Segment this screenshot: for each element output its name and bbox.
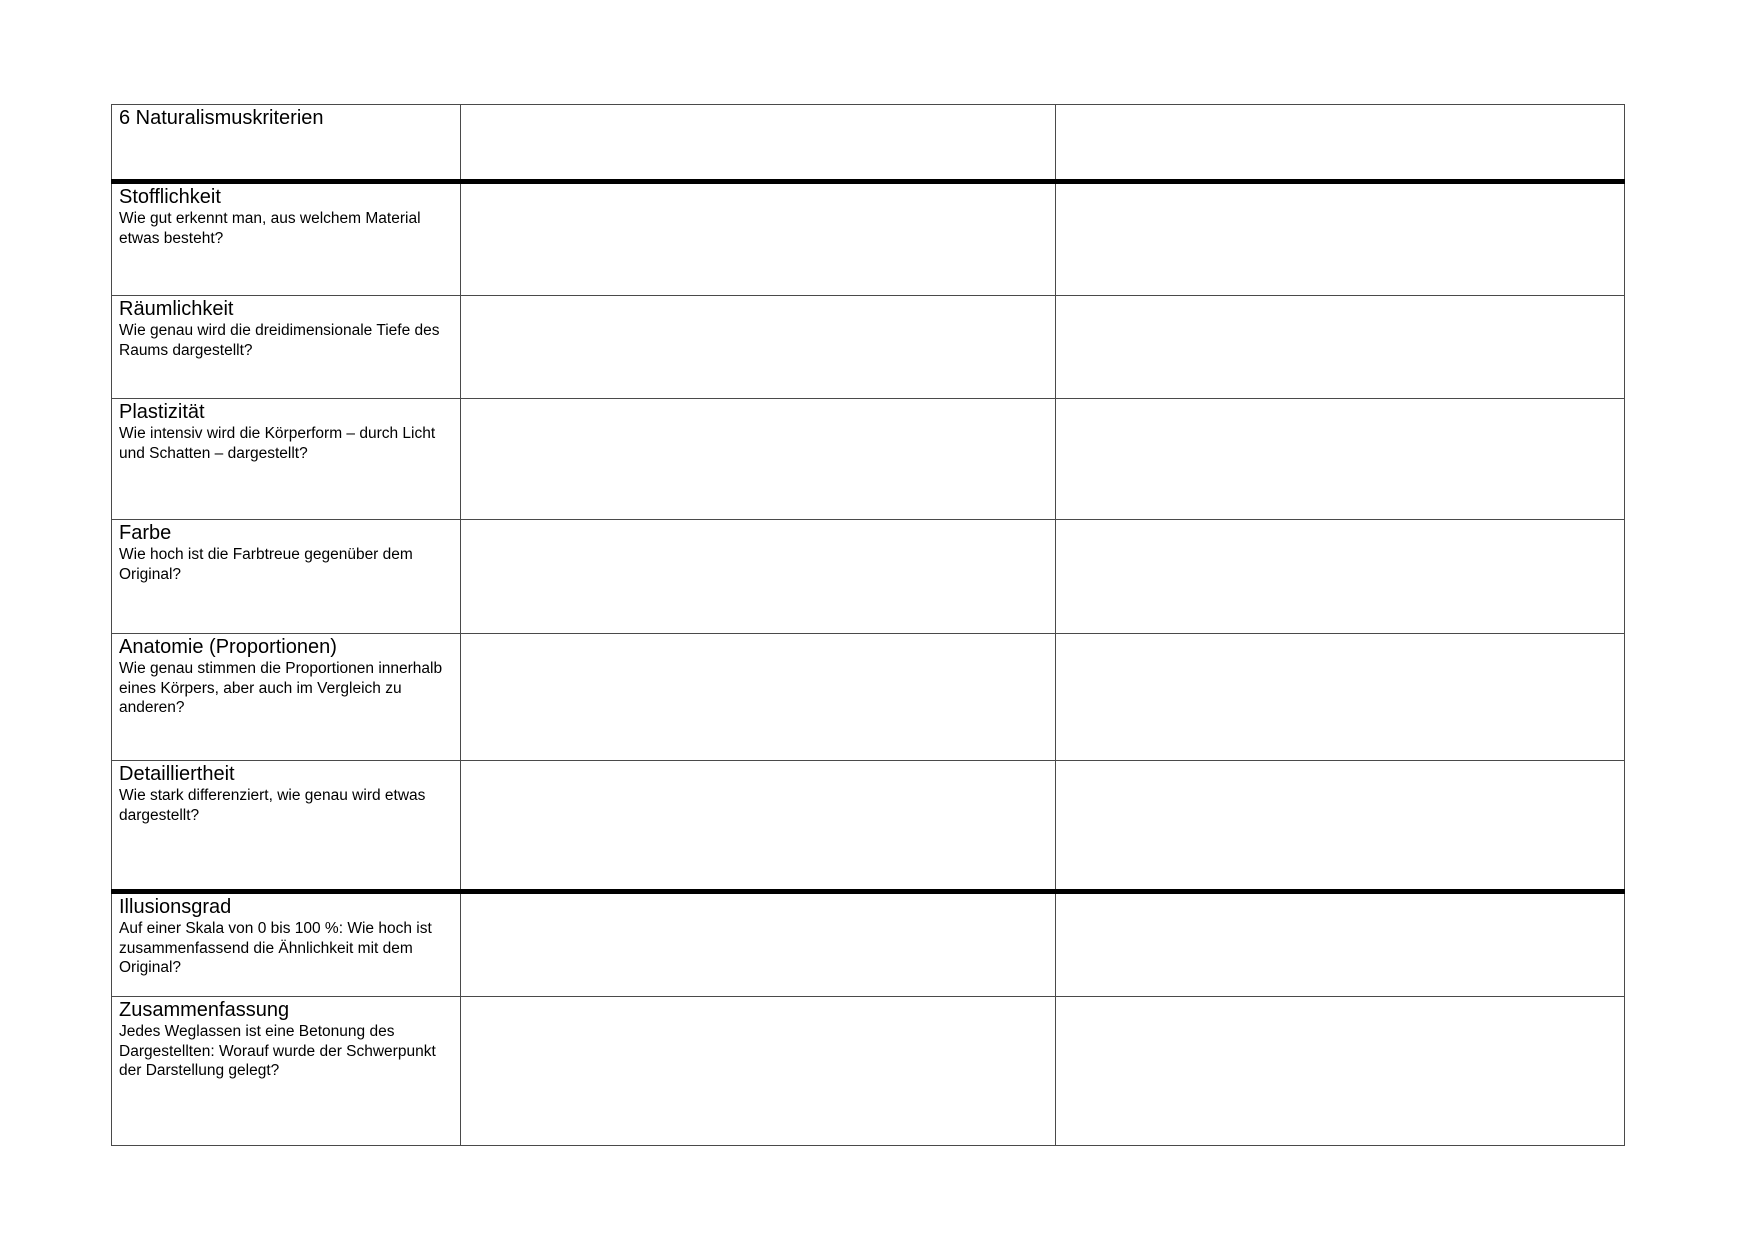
table-row: [112, 182, 1625, 296]
criterion-title: Anatomie (Proportionen): [119, 636, 337, 658]
criterion-description: Wie genau stimmen die Proportionen innerhalb eines Körpers, aber auch im Vergleich zu anderen?: [119, 660, 443, 716]
table-row: [112, 399, 1625, 520]
criterion-title: Illusionsgrad: [119, 896, 232, 918]
criterion-cell: [112, 634, 461, 761]
criterion-cell: [112, 892, 461, 997]
entry-cell-col2: [461, 399, 1056, 520]
criterion-title: Räumlichkeit: [119, 298, 234, 320]
header-row: [112, 105, 1625, 182]
criterion-description: Wie stark differenziert, wie genau wird etwas dargestellt?: [119, 787, 426, 824]
table-row: [112, 892, 1625, 997]
table-row: [112, 997, 1625, 1146]
criterion-description: Jedes Weglassen ist eine Betonung des Dargestellten: Worauf wurde der Schwerpunkt der Darstellung gelegt?: [119, 1023, 436, 1079]
entry-cell-col2: [461, 892, 1056, 997]
entry-cell-col3: [1056, 520, 1625, 634]
criterion-cell: [112, 997, 461, 1146]
table-row: [112, 296, 1625, 399]
entry-cell-col3: [1056, 634, 1625, 761]
table-row: [112, 761, 1625, 892]
criterion-description: Wie genau wird die dreidimensionale Tiefe des Raums dargestellt?: [119, 322, 440, 359]
criterion-cell: [112, 520, 461, 634]
criterion-title: Stofflichkeit: [119, 186, 221, 208]
criterion-description: Wie intensiv wird die Körperform – durch Licht und Schatten – dargestellt?: [119, 425, 436, 462]
entry-cell-col3: [1056, 997, 1625, 1146]
entry-cell-col3: [1056, 399, 1625, 520]
criterion-cell: [112, 761, 461, 892]
entry-cell-col3: [1056, 182, 1625, 296]
table-title: 6 Naturalismuskriterien: [119, 107, 324, 129]
entry-cell-col2: [461, 182, 1056, 296]
header-cell-col3: [1056, 105, 1625, 182]
entry-cell-col3: [1056, 761, 1625, 892]
entry-cell-col2: [461, 296, 1056, 399]
criterion-cell: [112, 182, 461, 296]
entry-cell-col2: [461, 761, 1056, 892]
criterion-description: Wie gut erkennt man, aus welchem Material etwas besteht?: [119, 210, 421, 247]
criterion-title: Zusammenfassung: [119, 999, 290, 1021]
criterion-title: Farbe: [119, 522, 172, 544]
entry-cell-col3: [1056, 296, 1625, 399]
criterion-title: Detailliertheit: [119, 763, 235, 785]
table-row: [112, 520, 1625, 634]
criterion-cell: [112, 399, 461, 520]
table-row: [112, 634, 1625, 761]
criterion-title: Plastizität: [119, 401, 205, 423]
entry-cell-col2: [461, 997, 1056, 1146]
entry-cell-col3: [1056, 892, 1625, 997]
header-cell-label: [112, 105, 461, 182]
entry-cell-col2: [461, 520, 1056, 634]
entry-cell-col2: [461, 634, 1056, 761]
criterion-description: Auf einer Skala von 0 bis 100 %: Wie hoch ist zusammenfassend die Ähnlichkeit mit dem Original?: [119, 920, 432, 976]
header-cell-col2: [461, 105, 1056, 182]
criterion-description: Wie hoch ist die Farbtreue gegenüber dem Original?: [119, 546, 413, 583]
criterion-cell: [112, 296, 461, 399]
criteria-table: [111, 104, 1625, 1146]
